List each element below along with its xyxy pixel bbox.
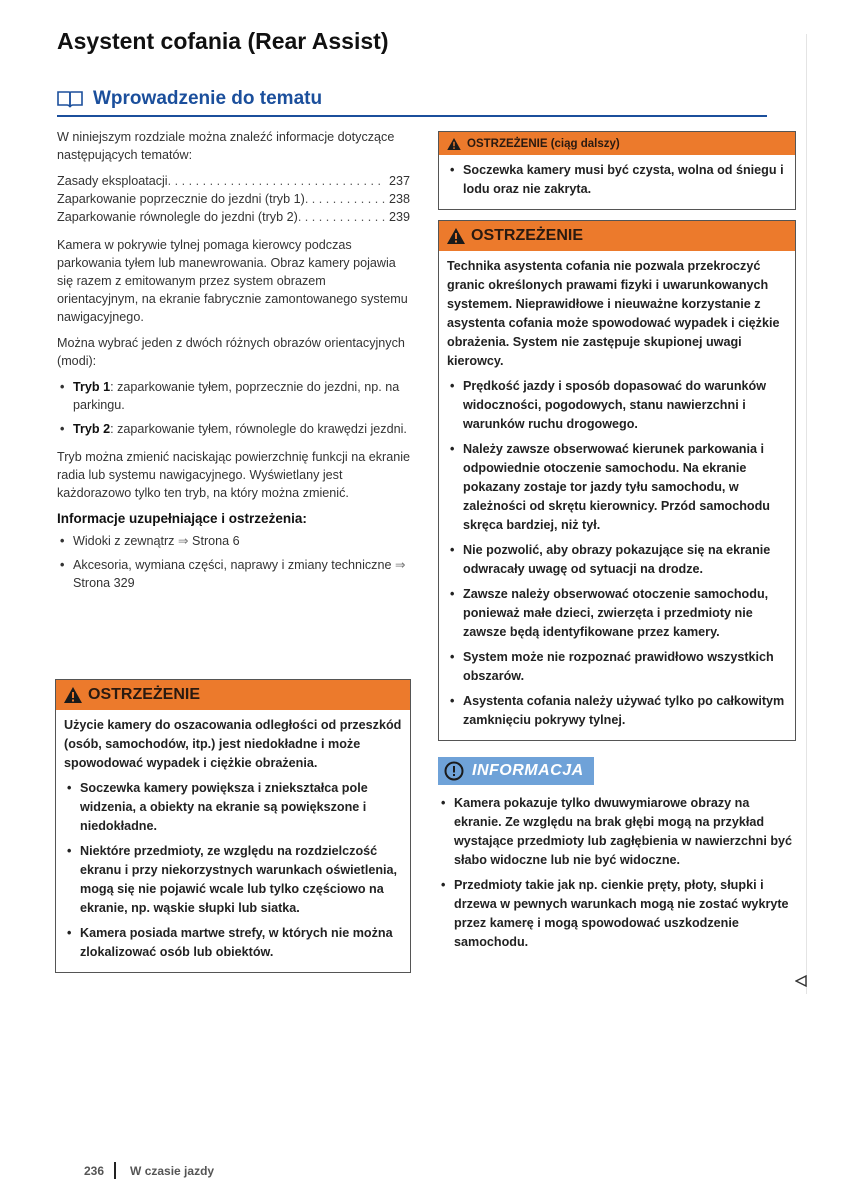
chapter-name: W czasie jazdy (130, 1163, 215, 1178)
warning-body (439, 251, 795, 740)
warning-body (439, 155, 795, 209)
toc-leader (298, 208, 385, 226)
section-heading (57, 86, 767, 117)
warning-box-left (55, 679, 411, 973)
mode-text: : zaparkowanie tyłem, równolegle do krawędzi jezdni. (110, 422, 407, 436)
reference-link[interactable]: Strona 6 (192, 534, 240, 548)
reference-item (57, 556, 410, 592)
warning-item: • Nie pozwolić, aby obrazy pokazujące się na ekranie odwracały uwagę od sytuacji na drodze. (447, 541, 787, 579)
toc-item[interactable] (57, 208, 410, 226)
warning-title: OSTRZEŻENIE (ciąg dalszy) (467, 137, 620, 150)
toc-page: 238 (388, 192, 410, 206)
toc-item[interactable] (57, 172, 410, 190)
mode-name: Tryb 1 (73, 380, 111, 394)
mode-item (57, 378, 410, 414)
warning-box-right (438, 220, 796, 741)
warning-item: • Soczewka kamery musi być czysta, wolna od śniegu i lodu oraz nie zakryta. (447, 161, 787, 199)
page-title: Asystent cofania (Rear Assist) (57, 28, 389, 54)
reference-item (57, 532, 410, 550)
warning-item: • Kamera posiada martwe strefy, w których nie można zlokalizować osób lub obiektów. (64, 924, 402, 962)
section-title: Wprowadzenie do tematu (93, 88, 323, 109)
toc-label: Zasady eksploatacji (57, 174, 168, 188)
info-item: • Przedmioty takie jak np. cienkie pręty, płoty, słupki i drzewa w pewnych warunkach mogą nie zostać wykryte przez kamerę i mogą spowodować uszkodzenie samochodu. (438, 876, 796, 952)
info-header (438, 757, 594, 785)
warning-item: • Niektóre przedmioty, ze względu na rozdzielczość ekranu i przy niekorzystnych warunkach oświetlenia, mogą się nie pojawić wcale lub tylko częściowo na ekranie, np. wąskie słupki lub siatka. (64, 842, 402, 918)
warning-header (56, 680, 410, 710)
mode-name: Tryb 2 (73, 422, 111, 436)
warning-item: • Asystenta cofania należy używać tylko po całkowitym zamknięciu pokrywy tylnej. (447, 692, 787, 730)
page-number: 236 (84, 1163, 105, 1178)
reference-link[interactable]: Strona 329 (73, 576, 135, 590)
mode-switch-text: Tryb można zmienić naciskając powierzchnię funkcji na ekranie radia lub systemu nawigacyjnego. Wyświetlany jest każdorazowo tylko ten tryb, na który można zmienić. (57, 450, 411, 500)
warning-header (439, 132, 795, 155)
mode-item (57, 420, 410, 438)
warning-item: • Soczewka kamery powiększa i zniekształca pole widzenia, a obiekty na ekranie są powiększone i niedokładne. (64, 779, 402, 836)
book-icon (57, 90, 83, 108)
triangle-left-icon (795, 975, 807, 987)
toc-item[interactable] (57, 190, 410, 208)
warning-body (56, 710, 410, 972)
warning-triangle-icon (447, 228, 465, 244)
warning-item: • Należy zawsze obserwować kierunek parkowania i odpowiednie otoczenie samochodu. Na ekranie pokazany zostaje tor jazdy tyłu samochodu, w zależności od skrętu kierownicy. Przód samochodu skręca bardziej, niż tył. (447, 440, 787, 535)
toc-leader (168, 172, 385, 190)
warning-intro: Użycie kamery do oszacowania odległości od przeszkód (osób, samochodów, itp.) jest niedokładne i może spowodować wypadek i ciężkie obrażenia. (64, 718, 402, 770)
info-title: INFORMACJA (472, 762, 584, 779)
camera-description: Kamera w pokrywie tylnej pomaga kierowcy podczas parkowania tyłem lub manewrowania. Obraz kamery pojawia się razem z emitowanym przez system obrazem orientacyjnym, na ekranie fabrycznie zamontowanego systemu nawigacyjnego. (57, 238, 408, 324)
info-item: • Kamera pokazuje tylko dwuwymiarowe obrazy na ekranie. Ze względu na brak głębi mogą na przykład wystające przedmioty lub zagłębienia w nawierzchni być słabo widoczne lub nie być widoczne. (438, 794, 796, 870)
warning-triangle-icon (64, 687, 82, 703)
warning-item: • Zawsze należy obserwować otoczenie samochodu, ponieważ małe dzieci, zwierzęta i przedmioty nie zawsze będą identyfikowane przez kamery. (447, 585, 787, 642)
info-circle-icon (444, 761, 464, 781)
warning-title: OSTRZEŻENIE (471, 227, 584, 244)
mode-text: : zaparkowanie tyłem, poprzecznie do jezdni, np. na parkingu. (73, 380, 400, 412)
info-subheading: Informacje uzupełniające i ostrzeżenia: (57, 511, 307, 526)
modes-intro: Można wybrać jeden z dwóch różnych obrazów orientacyjnych (modi): (57, 336, 405, 368)
warning-continued-box (438, 131, 796, 210)
toc-list (57, 172, 410, 226)
toc-leader (305, 190, 385, 208)
reference-text: Widoki z zewnątrz (73, 534, 175, 548)
info-body (438, 794, 796, 952)
right-column (438, 131, 796, 958)
toc-label: Zaparkowanie poprzecznie do jezdni (tryb 1) (57, 192, 305, 206)
arrow-icon: ⇒ (394, 558, 406, 572)
warning-intro: Technika asystenta cofania nie pozwala przekroczyć granic określonych prawami fizyki i uwarunkowanych systemem. Nieprawidłowe i nieuważne korzystanie z asystenta cofania może spowodować wypadek i ciężkie obrażenia. System nie zastępuje skupionej uwagi kierowcy. (447, 259, 780, 368)
toc-page: 237 (388, 174, 410, 188)
warning-triangle-icon (447, 138, 461, 150)
page-footer (84, 1162, 214, 1179)
warning-item: • Prędkość jazdy i sposób dopasować do warunków widoczności, pogodowych, stanu nawierzchni i warunków ruchu drogowego. (447, 377, 787, 434)
footer-divider (114, 1162, 116, 1179)
arrow-icon: ⇒ (177, 534, 189, 548)
left-column (57, 128, 410, 598)
margin-line (806, 34, 807, 994)
toc-page: 239 (388, 210, 410, 224)
warning-item: • System może nie rozpoznać prawidłowo wszystkich obszarów. (447, 648, 787, 686)
warning-header (439, 221, 795, 251)
toc-label: Zaparkowanie równolegle do jezdni (tryb 2) (57, 210, 298, 224)
warning-title: OSTRZEŻENIE (88, 686, 201, 703)
intro-text: W niniejszym rozdziale można znaleźć informacje dotyczące następujących tematów: (57, 130, 395, 162)
reference-text: Akcesoria, wymiana części, naprawy i zmiany techniczne (73, 558, 392, 572)
